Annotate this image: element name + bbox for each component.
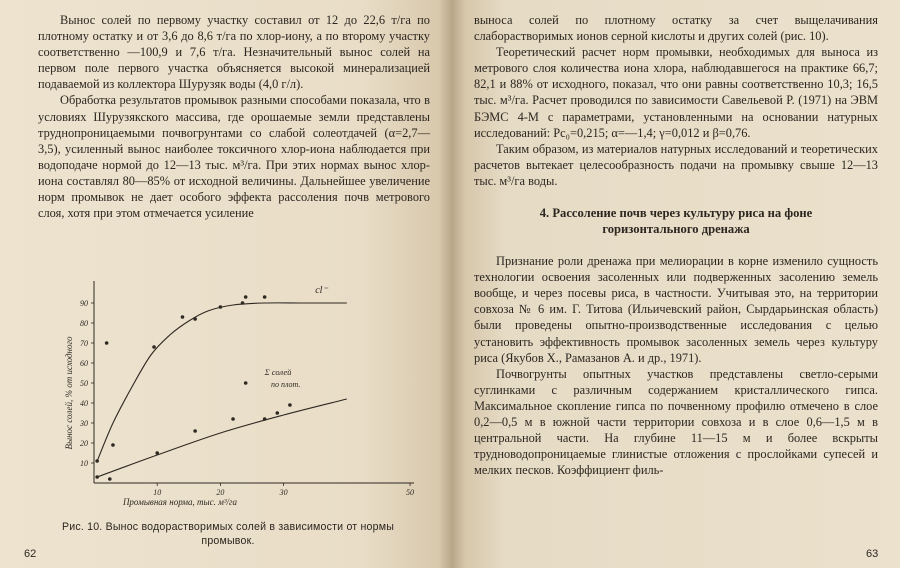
chloride-curve [97,303,347,461]
paragraph-drainage-role: Признание роли дренажа при мелиорации в корне изменило сущность технологии освоения засоленных или подверженных засолению земель вообще, и через посевы риса, в частности. Учитывая это, на территории совхоза № 6 им. Г. Титова (Ильичевский район, Сырдарьинская область) были проведены опытно-производственные исследования с целью установить эффективность промывок засоленных земель через культуру риса (Якубов Х., Рамазанов А. и др., 1971). [474,254,878,365]
x-tick-label: 10 [153,488,162,497]
x-tick-label: 20 [216,488,225,497]
chloride-data-point [219,305,223,309]
total-salts-data-point [193,429,197,433]
chart-points [95,295,291,481]
chloride-data-point [95,459,99,463]
y-tick-label: 60 [80,359,88,368]
y-tick-label: 70 [80,339,88,348]
x-tick-label: 50 [406,488,414,497]
chart-ticks [79,299,414,497]
total-salts-data-point [108,477,112,481]
chloride-series-label: cl⁻ [315,285,328,296]
x-tick-label: 30 [279,488,288,497]
total-salts-data-point [288,403,292,407]
salt-removal-chart [30,275,440,525]
y-tick-label: 10 [80,459,88,468]
total-salts-label-line1: Σ солей [264,367,292,377]
total-salts-data-point [155,451,159,455]
total-salts-data-point [244,381,248,385]
chloride-data-point [152,345,156,349]
paragraph-processing-results: Обработка результатов промывок разными способами показала, что в условиях Шурузякского массива, где орошаемые земли представлены труднопроницаемыми почвогрунтами со слабой солеотдачей (α=2,7—3,5), усиленный вынос наиболее токсичного хлор-иона наблюдается при водоподаче нормой до 12—13 тыс. м³/га. При этих нормах вынос хлор-иона составлял 80—85% от исходной величины. Дальнейшее увеличение норм промывок не дает особого эффекта рассоления почв метрового слоя, хотя при этом отмечается усиление [38,93,430,221]
y-axis-label: Вынос солей, % от исходного [64,336,74,450]
y-tick-label: 20 [80,439,88,448]
y-tick-label: 40 [80,399,88,408]
chloride-data-point [263,295,267,299]
total-salts-data-point [95,475,99,479]
y-tick-label: 90 [80,299,88,308]
total-salts-data-point [275,411,279,415]
paragraph-conclusion: Таким образом, из материалов натурных исследований и теоретических расчетов вытекает целесообразность подачи на промывку свыше 12—13 тыс. м³/га воды. [474,141,878,188]
left-text-column [38,12,430,221]
total-salts-label-line2: по плот. [270,380,301,389]
page-number-right: 63 [866,548,879,560]
total-salts-curve [97,399,347,477]
paragraph-continued: выноса солей по плотному остатку за счет выщелачивания слаборастворимых ионов серной кислоты и других солей (рис. 10). [474,13,878,44]
paragraph-soil-description: Почвогрунты опытных участков представлены светло-серыми суглинками с различным содержанием кристаллического гипса. Максимальное скопление гипса по почвенному профилю отмечено в слое 0,2—0,5 м в южной части территории совхоза и в слое 0,6—1,5 м в центральной части. На глубине 11—15 м и более вскрыты трудноводопроницаемые глинистые отложения с прослойками супесей и мелких песков. Коэффициент филь- [474,366,878,478]
section-heading-line1: 4. Рассоление почв через культуру риса на фоне [539,206,813,221]
page-number-left: 62 [24,548,37,560]
chloride-data-point [241,301,245,305]
chloride-data-point [193,317,197,321]
figure-caption: Рис. 10. Вынос водорастворимых солей в зависимости от нормы промывок. [61,521,395,547]
section-heading-line2: горизонтального дренажа [602,222,750,237]
chart-curves [97,303,347,477]
total-salts-data-point [263,417,267,421]
chloride-data-point [244,295,248,299]
x-axis-label: Промывная норма, тыс. м³/га [122,497,238,507]
y-tick-label: 50 [80,379,88,388]
y-tick-label: 30 [80,419,88,428]
paragraph-salt-removal: Вынос солей по первому участку составил от 12 до 22,6 т/га по плотному остатку и от 3,6 до 8,6 т/га по хлор-иону, а по второму участку соответственно —100,9 и 7,6 т/га. Незначительный вынос солей на первом поле первого участка объясняется высокой минерализацией подаваемой из коллектора Шурузяк воды (4,0 г/л). [38,13,430,92]
chloride-data-point [181,315,185,319]
total-salts-data-point [231,417,235,421]
right-page [452,0,900,568]
paragraph-theoretical-calculation: Теоретический расчет норм промывки, необходимых для выноса из метрового слоя количества иона хлора, наблюдавшегося на практике 66,7; 82,1 и 88% от исходного, показал, что они равны соответственно 10,3; 16,5 тыс. м³/га. Расчет проводился по зависимости Савельевой Р. (1971) на ЭВМ БЭМС 4-М с параметрами, установленными на основании натурных исследований: Pc₀=0,215; α=—1,4; γ=0,012 и β=0,76. [474,45,878,140]
chloride-data-point [111,443,115,447]
chart-axes [94,281,414,483]
right-text-column [474,12,878,478]
section-heading [474,205,878,237]
chloride-data-point [105,341,109,345]
y-tick-label: 80 [80,319,88,328]
